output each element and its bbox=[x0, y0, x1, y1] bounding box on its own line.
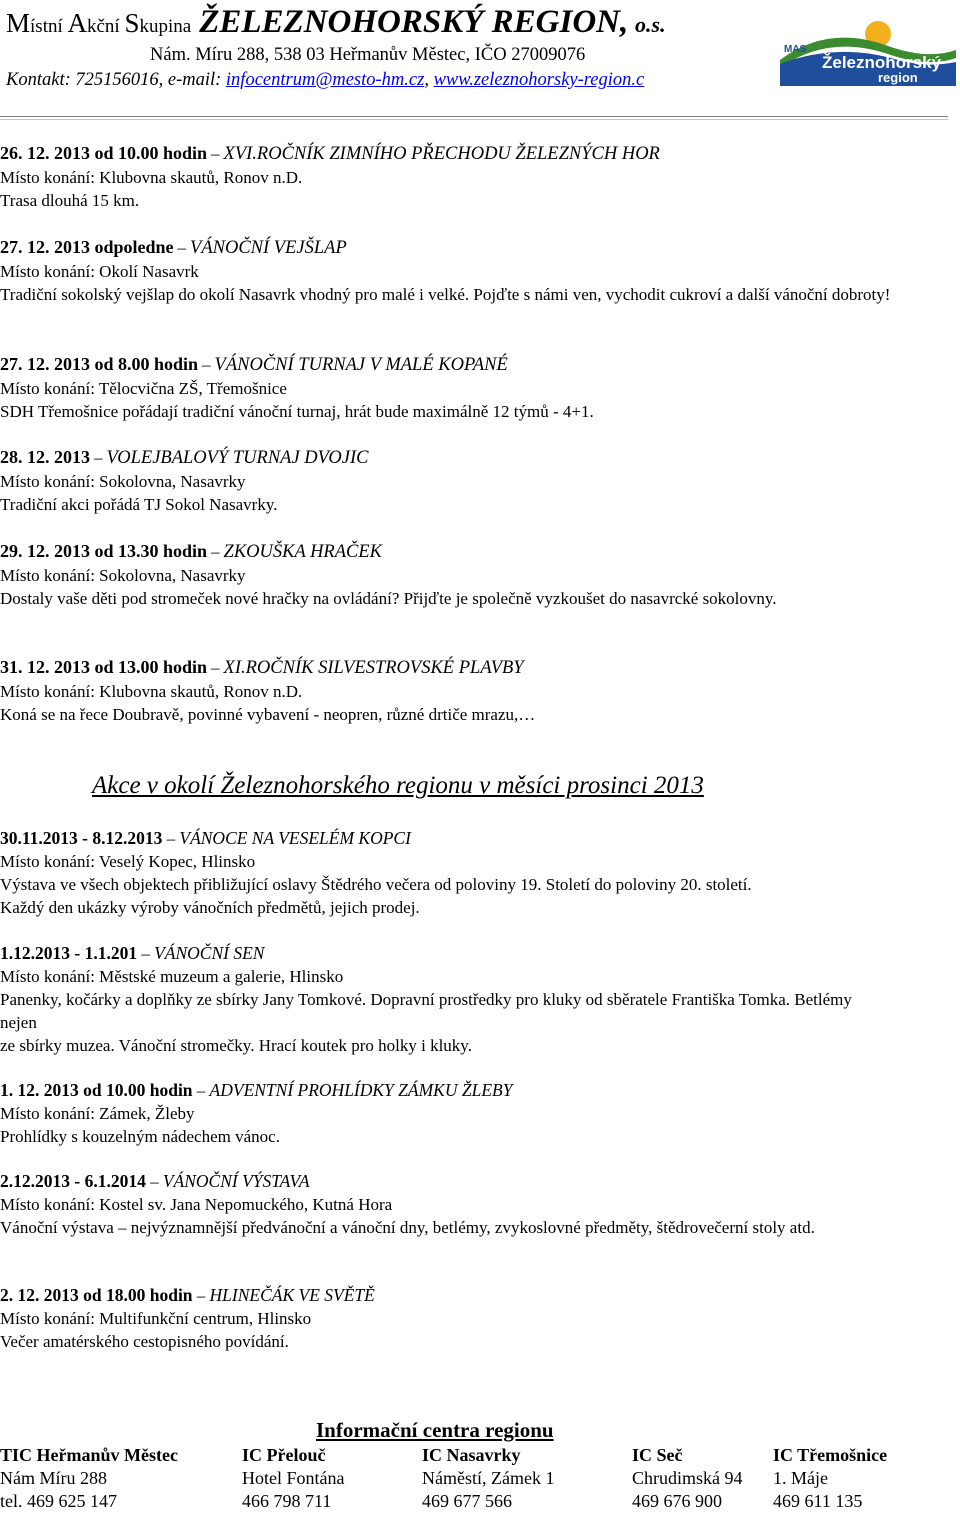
info-center-name: IC Seč bbox=[632, 1445, 683, 1465]
event-item: 29. 12. 2013 od 13.30 hodin – ZKOUŠKA HRAČEK Místo konání: Sokolovna, Nasavrky Dostaly vaše děti pod stromeček nové hračky na ovládání? Přijďte je společně vyzkoušet do nasavrcké sokolovny. bbox=[0, 540, 955, 610]
info-center-name: TIC Heřmanův Městec bbox=[0, 1445, 178, 1465]
event-date: 29. 12. 2013 od 13.30 hodin bbox=[0, 541, 208, 561]
event-description: SDH Třemošnice pořádají tradiční vánoční turnaj, hrát bude maximálně 12 týmů - 4+1. bbox=[0, 402, 594, 421]
event-venue: Místo konání: Okolí Nasavrk bbox=[0, 262, 199, 281]
info-center-name: IC Přelouč bbox=[242, 1445, 326, 1465]
letterhead bbox=[0, 0, 960, 120]
event-venue: Místo konání: Zámek, Žleby bbox=[0, 1104, 195, 1123]
info-center-address: Hotel Fontána bbox=[242, 1468, 345, 1488]
contact-separator: , bbox=[424, 70, 434, 90]
event-item: 27. 12. 2013 odpoledne – VÁNOČNÍ VEJŠLAP Místo konání: Okolí Nasavrk Tradiční sokolský vejšlap do okolí Nasavrk vhodný pro malé i velké. Pojďte s námi ven, vychodit cukroví a další vánoční dobroty! bbox=[0, 236, 955, 306]
org-contact bbox=[6, 70, 644, 91]
event-item: 28. 12. 2013 – VOLEJBALOVÝ TURNAJ DVOJIC Místo konání: Sokolovna, Nasavrky Tradiční akci pořádá TJ Sokol Nasavrky. bbox=[0, 446, 955, 516]
info-center-phone: 466 798 711 bbox=[242, 1491, 332, 1511]
event-date: 1.12.2013 - 1.1.201 bbox=[0, 943, 138, 963]
contact-phone: Kontakt: 725156016, e-mail: bbox=[6, 70, 226, 90]
org-initial-a: A bbox=[67, 8, 87, 38]
event-title: VÁNOCE NA VESELÉM KOPCI bbox=[179, 828, 411, 848]
event-venue: Místo konání: Multifunkční centrum, Hlinsko bbox=[0, 1309, 312, 1328]
event-title: VÁNOČNÍ VÝSTAVA bbox=[162, 1171, 310, 1191]
info-center-phone: 469 676 900 bbox=[632, 1491, 722, 1511]
event-title: ADVENTNÍ PROHLÍDKY ZÁMKU ŽLEBY bbox=[209, 1080, 513, 1100]
event-item: 1. 12. 2013 od 10.00 hodin – ADVENTNÍ PROHLÍDKY ZÁMKU ŽLEBY Místo konání: Zámek, Žleby Prohlídky s kouzelným nádechem vánoc. bbox=[0, 1079, 955, 1148]
info-center-address: Náměstí, Zámek 1 bbox=[422, 1468, 555, 1488]
info-center-name: IC Nasavrky bbox=[422, 1445, 521, 1465]
event-item: 1.12.2013 - 1.1.201 – VÁNOČNÍ SEN Místo konání: Městské muzeum a galerie, Hlinsko Panenky, kočárky a doplňky ze sbírky Jany Tomkové. Dopravní prostředky pro kluky od sběratele Františka Tomka. Betlémy nejen ze sbírky muzea. Vánoční stromečky. Hrací koutek pro holky i kluky. bbox=[0, 942, 955, 1057]
org-initial-s: S bbox=[124, 8, 140, 38]
event-description: Každý den ukázky výroby vánočních předmětů, jejich prodej. bbox=[0, 898, 420, 917]
event-item: 2.12.2013 - 6.1.2014 – VÁNOČNÍ VÝSTAVA Místo konání: Kostel sv. Jana Nepomuckého, Kutná Hora Vánoční výstava – nejvýznamnější předvánoční a vánoční dny, betlémy, zvykoslovné předměty, štědrovečerní stoly atd. bbox=[0, 1170, 955, 1239]
event-description: Koná se na řece Doubravě, povinné vybavení - neopren, různé drtiče mrazu,… bbox=[0, 705, 536, 724]
event-venue: Místo konání: Kostel sv. Jana Nepomuckého, Kutná Hora bbox=[0, 1195, 393, 1214]
logo-name-text: Železnohorský bbox=[822, 53, 942, 72]
org-region-name: ŽELEZNOHORSKÝ REGION, bbox=[199, 4, 629, 40]
event-title: VÁNOČNÍ SEN bbox=[154, 943, 265, 963]
info-center-phone: 469 677 566 bbox=[422, 1491, 512, 1511]
event-description: Panenky, kočárky a doplňky ze sbírky Jany Tomkové. Dopravní prostředky pro kluky od sběratele Františka Tomka. Betlémy nejen bbox=[0, 990, 852, 1032]
event-description: Prohlídky s kouzelným nádechem vánoc. bbox=[0, 1127, 280, 1146]
event-title: HLINEČÁK VE SVĚTĚ bbox=[209, 1285, 375, 1305]
event-title: XVI.ROČNÍK ZIMNÍHO PŘECHODU ŽELEZNÝCH HOR bbox=[223, 144, 660, 164]
section-heading: Akce v okolí Železnohorského regionu v měsíci prosinci 2013 bbox=[92, 772, 704, 799]
event-date: 27. 12. 2013 od 8.00 hodin bbox=[0, 354, 199, 374]
logo-mas-text: MAS bbox=[784, 44, 807, 55]
event-item: 2. 12. 2013 od 18.00 hodin – HLINEČÁK VE SVĚTĚ Místo konání: Multifunkční centrum, Hlinsko Večer amatérského cestopisného povídání. bbox=[0, 1284, 955, 1353]
info-center-phone: 469 611 135 bbox=[773, 1491, 863, 1511]
event-date: 2.12.2013 - 6.1.2014 bbox=[0, 1171, 146, 1191]
event-description: Večer amatérského cestopisného povídání. bbox=[0, 1332, 289, 1351]
event-venue: Místo konání: Městské muzeum a galerie, Hlinsko bbox=[0, 967, 344, 986]
event-venue: Místo konání: Veselý Kopec, Hlinsko bbox=[0, 852, 256, 871]
website-link[interactable]: www.zeleznohorsky-region.c bbox=[433, 70, 645, 90]
event-description: Tradiční sokolský vejšlap do okolí Nasavrk vhodný pro malé i velké. Pojďte s námi ven, vychodit cukroví a další vánoční dobroty! bbox=[0, 285, 891, 304]
event-date: 27. 12. 2013 odpoledne bbox=[0, 237, 174, 257]
mas-logo bbox=[778, 16, 958, 86]
event-date: 2. 12. 2013 od 18.00 hodin bbox=[0, 1285, 193, 1305]
info-center-address: Nám Míru 288 bbox=[0, 1468, 107, 1488]
event-venue: Místo konání: Klubovna skautů, Ronov n.D. bbox=[0, 682, 303, 701]
event-venue: Místo konání: Tělocvična ZŠ, Třemošnice bbox=[0, 379, 287, 398]
org-legal-form: o.s. bbox=[635, 12, 666, 37]
event-venue: Místo konání: Sokolovna, Nasavrky bbox=[0, 566, 246, 585]
event-title: ZKOUŠKA HRAČEK bbox=[223, 542, 383, 562]
organization-name bbox=[6, 4, 666, 41]
mas-logo-graphic bbox=[778, 16, 958, 86]
org-word-skupina: kupina bbox=[139, 16, 192, 37]
org-address: Nám. Míru 288, 538 03 Heřmanův Městec, IČO 27009076 bbox=[150, 45, 586, 65]
event-description: ze sbírky muzea. Vánoční stromečky. Hrací koutek pro holky i kluky. bbox=[0, 1036, 472, 1055]
event-item: 31. 12. 2013 od 13.00 hodin – XI.ROČNÍK SILVESTROVSKÉ PLAVBY Místo konání: Klubovna skautů, Ronov n.D. Koná se na řece Doubravě, povinné vybavení - neopren, různé drtiče mrazu,… bbox=[0, 656, 955, 726]
org-word-mistni: ístní bbox=[30, 16, 68, 37]
event-title: VÁNOČNÍ TURNAJ V MALÉ KOPANÉ bbox=[214, 355, 508, 375]
event-date: 28. 12. 2013 bbox=[0, 447, 90, 467]
email-link[interactable]: infocentrum@mesto-hm.cz bbox=[225, 70, 425, 90]
event-venue: Místo konání: Klubovna skautů, Ronov n.D. bbox=[0, 168, 303, 187]
info-centers-heading: Informační centra regionu bbox=[316, 1418, 554, 1442]
event-date: 31. 12. 2013 od 13.00 hodin bbox=[0, 657, 208, 677]
event-item: 26. 12. 2013 od 10.00 hodin – XVI.ROČNÍK ZIMNÍHO PŘECHODU ŽELEZNÝCH HOR Místo konání: Klubovna skautů, Ronov n.D. Trasa dlouhá 15 km. bbox=[0, 142, 955, 212]
event-description: Tradiční akci pořádá TJ Sokol Nasavrky. bbox=[0, 495, 278, 514]
event-title: VOLEJBALOVÝ TURNAJ DVOJIC bbox=[106, 448, 369, 468]
header-divider bbox=[0, 116, 948, 117]
header-divider-shadow bbox=[0, 119, 948, 120]
info-center-address: Chrudimská 94 bbox=[632, 1468, 743, 1488]
event-date: 26. 12. 2013 od 10.00 hodin bbox=[0, 143, 208, 163]
event-description: Vánoční výstava – nejvýznamnější předvánoční a vánoční dny, betlémy, zvykoslovné předměty, štědrovečerní stoly atd. bbox=[0, 1218, 815, 1237]
event-venue: Místo konání: Sokolovna, Nasavrky bbox=[0, 472, 246, 491]
event-date: 1. 12. 2013 od 10.00 hodin bbox=[0, 1080, 193, 1100]
info-center-address: 1. Máje bbox=[773, 1468, 828, 1488]
org-word-akcni: kční bbox=[87, 16, 125, 37]
event-description: Dostaly vaše děti pod stromeček nové hračky na ovládání? Přijďte je společně vyzkoušet do nasavrcké sokolovny. bbox=[0, 589, 777, 608]
event-date: 30.11.2013 - 8.12.2013 bbox=[0, 828, 163, 848]
org-initial-m: M bbox=[6, 8, 31, 38]
info-center-phone: tel. 469 625 147 bbox=[0, 1491, 117, 1511]
event-title: XI.ROČNÍK SILVESTROVSKÉ PLAVBY bbox=[223, 658, 524, 678]
event-description: Trasa dlouhá 15 km. bbox=[0, 191, 140, 210]
event-item: 30.11.2013 - 8.12.2013 – VÁNOCE NA VESELÉM KOPCI Místo konání: Veselý Kopec, Hlinsko Výstava ve všech objektech přibližující oslavy Štědrého večera od poloviny 19. Století do poloviny 20. století. Každý den ukázky výroby vánočních předmětů, jejich prodej. bbox=[0, 827, 955, 919]
event-description: Výstava ve všech objektech přibližující oslavy Štědrého večera od poloviny 19. Století do poloviny 20. století. bbox=[0, 875, 752, 894]
logo-region-text: region bbox=[878, 70, 918, 85]
event-item: 27. 12. 2013 od 8.00 hodin – VÁNOČNÍ TURNAJ V MALÉ KOPANÉ Místo konání: Tělocvična ZŠ, Třemošnice SDH Třemošnice pořádají tradiční vánoční turnaj, hrát bude maximálně 12 týmů - 4+1. bbox=[0, 353, 955, 423]
event-title: VÁNOČNÍ VEJŠLAP bbox=[190, 238, 347, 258]
info-center-name: IC Třemošnice bbox=[773, 1445, 888, 1465]
